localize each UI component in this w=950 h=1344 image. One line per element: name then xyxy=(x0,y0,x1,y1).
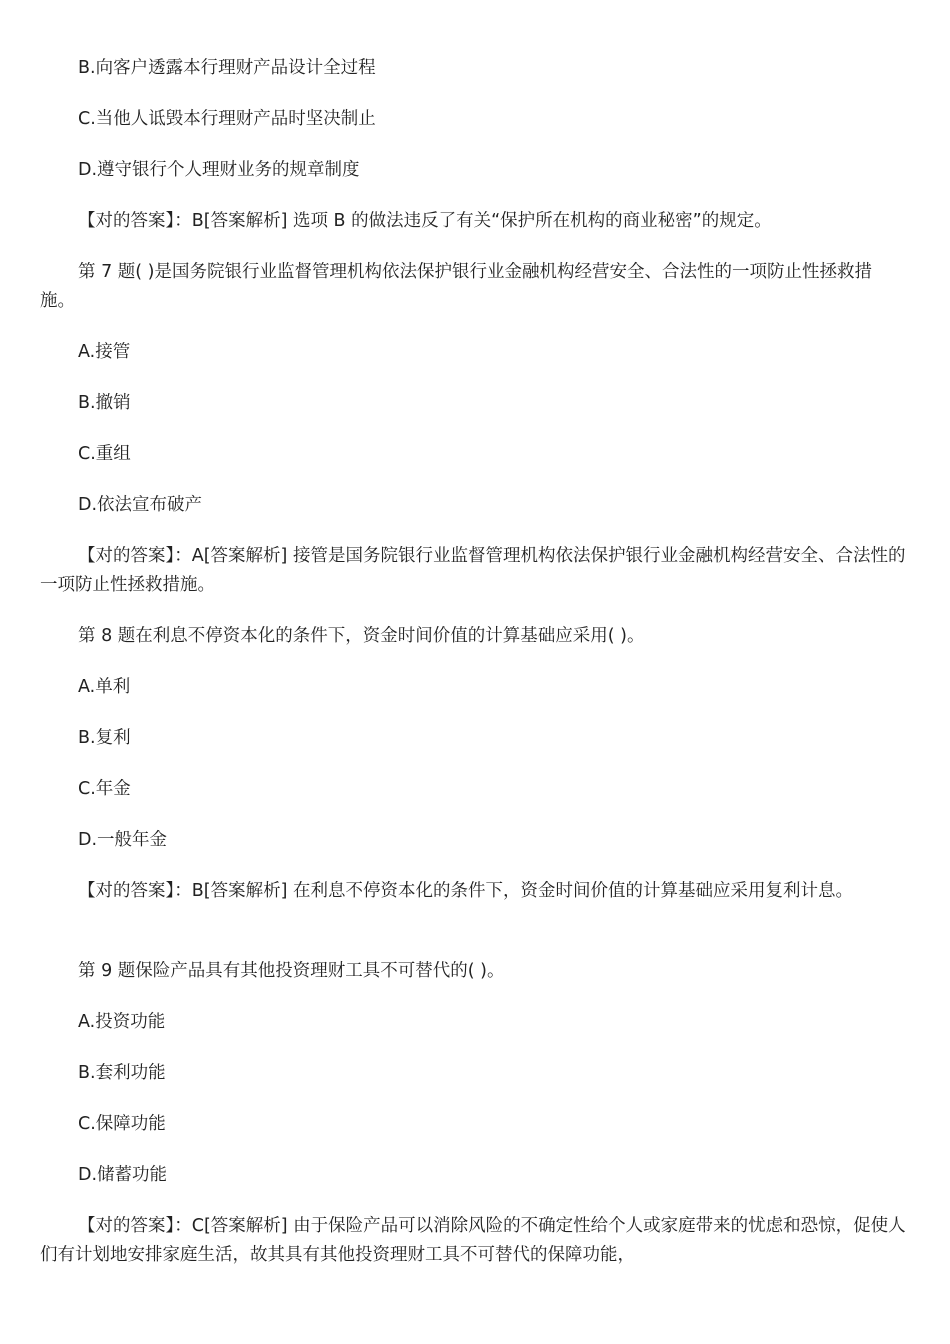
question-number: 第 9 题 xyxy=(78,961,136,981)
q8-option-a: A.单利 xyxy=(78,677,131,697)
q7-option-b: B.撤销 xyxy=(78,393,131,413)
q9-option-d: D.储蓄功能 xyxy=(78,1165,168,1185)
q6-answer xyxy=(40,207,906,236)
question-number: 第 7 题 xyxy=(78,262,136,282)
question-stem: 在利息不停资本化的条件下，资金时间价值的计算基础应采用( )。 xyxy=(135,626,645,646)
q7-question xyxy=(40,258,906,316)
question-stem: ( )是国务院银行业监督管理机构依法保护银行业金融机构经营安全、合法性的一项防止性拯救措施。 xyxy=(40,262,872,311)
q9-question xyxy=(40,957,906,986)
answer-analysis: [答案解析] 由于保险产品可以消除风险的不确定性给个人或家庭带来的忧虑和恐惊，促使人们有计划地安排家庭生活，故其具有其他投资理财工具不可替代的保障功能， xyxy=(40,1216,906,1265)
q9-option-c: C.保障功能 xyxy=(78,1114,166,1134)
answer-label: 【对的答案】：C xyxy=(78,1216,204,1236)
question-stem: 保险产品具有其他投资理财工具不可替代的( )。 xyxy=(135,961,505,981)
question-number: 第 8 题 xyxy=(78,626,136,646)
q7-option-d: D.依法宣布破产 xyxy=(78,495,203,515)
q8-answer xyxy=(40,877,906,906)
q8-option-b: B.复利 xyxy=(78,728,131,748)
answer-label: 【对的答案】：B xyxy=(78,211,204,231)
q9-answer xyxy=(40,1212,906,1270)
q8-option-d: D.一般年金 xyxy=(78,830,168,850)
q8-question xyxy=(40,622,906,651)
q7-option-c: C.重组 xyxy=(78,444,131,464)
q7-answer xyxy=(40,542,906,600)
answer-analysis: [答案解析] 接管是国务院银行业监督管理机构依法保护银行业金融机构经营安全、合法性的一项防止性拯救措施。 xyxy=(40,546,906,595)
answer-label: 【对的答案】：A xyxy=(78,546,204,566)
answer-label: 【对的答案】：B xyxy=(78,881,204,901)
q9-option-b: B.套利功能 xyxy=(78,1063,166,1083)
q6-option-c: C.当他人诋毁本行理财产品时坚决制止 xyxy=(78,109,376,129)
answer-analysis: [答案解析] 选项 B 的做法违反了有关“保护所在机构的商业秘密”的规定。 xyxy=(203,211,772,231)
q6-option-d: D.遵守银行个人理财业务的规章制度 xyxy=(78,160,360,180)
q8-option-c: C.年金 xyxy=(78,779,131,799)
q7-option-a: A.接管 xyxy=(78,342,131,362)
answer-analysis: [答案解析] 在利息不停资本化的条件下，资金时间价值的计算基础应采用复利计息。 xyxy=(203,881,853,901)
q9-option-a: A.投资功能 xyxy=(78,1012,166,1032)
q6-option-b: B.向客户透露本行理财产品设计全过程 xyxy=(78,58,376,78)
